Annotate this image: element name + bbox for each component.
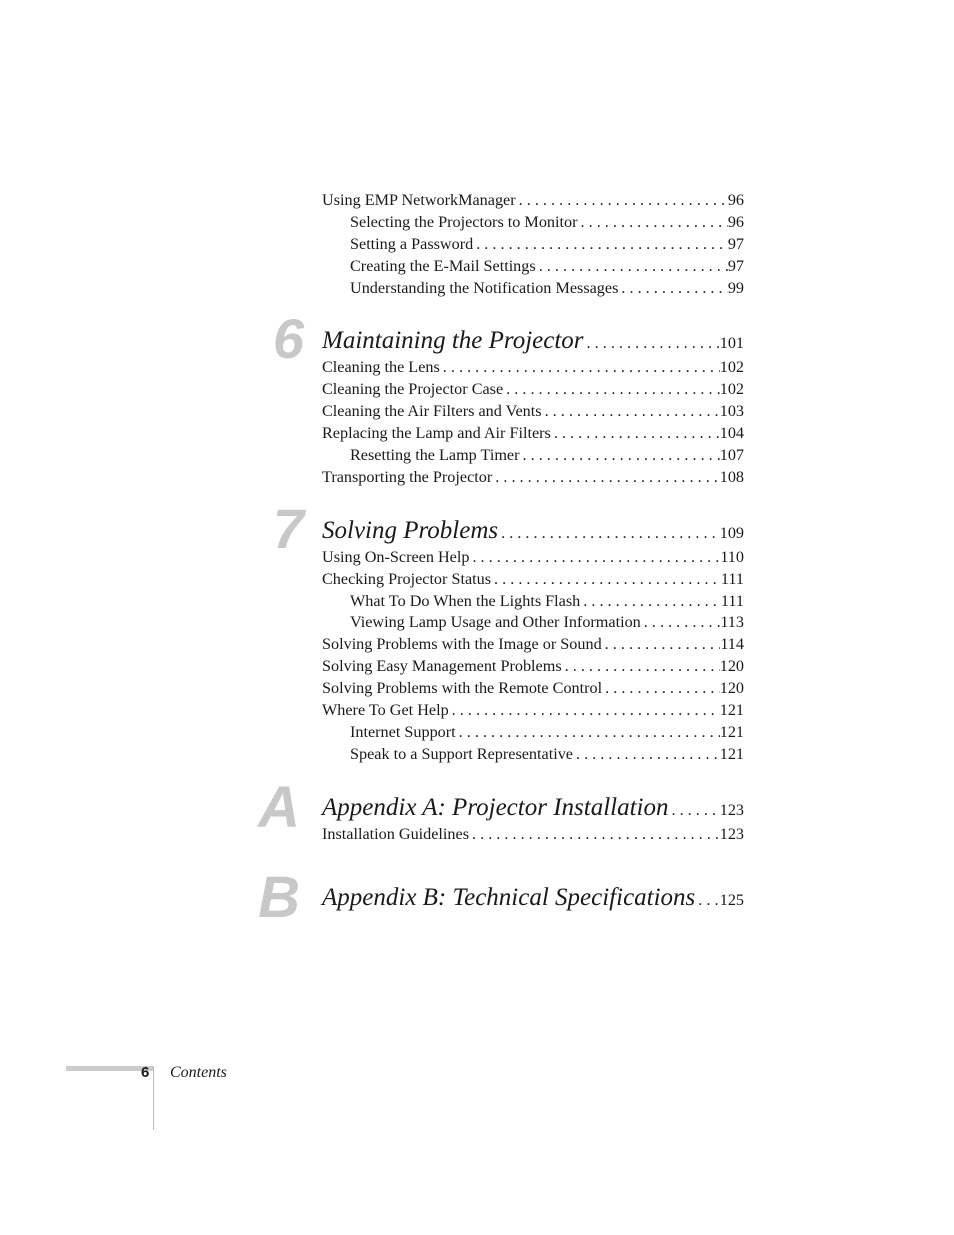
- toc-entry-page: 102: [719, 380, 744, 399]
- dot-leader: [536, 256, 728, 278]
- toc-entry-label: Checking Projector Status: [322, 569, 492, 588]
- toc-entry-page: 102: [719, 358, 744, 377]
- toc-entry-label: Where To Get Help: [322, 701, 449, 720]
- toc-entry[interactable]: [322, 569, 744, 591]
- toc-entry-label: Cleaning the Lens: [322, 358, 440, 377]
- toc-entry-page: 114: [720, 635, 744, 654]
- dot-leader: [516, 190, 728, 212]
- toc-entry-label: Using EMP NetworkManager: [322, 191, 516, 209]
- toc-subentry[interactable]: [322, 212, 744, 234]
- toc-subentry[interactable]: [322, 612, 744, 634]
- chapter-number-6: 6: [272, 307, 304, 371]
- toc-entry-page: 113: [720, 613, 744, 632]
- toc-entry[interactable]: [322, 656, 744, 678]
- toc-subentry[interactable]: [322, 445, 744, 467]
- dot-leader: [562, 656, 720, 678]
- toc-entry-page: 104: [719, 424, 744, 443]
- toc-entry[interactable]: [322, 467, 744, 489]
- dot-leader: [491, 569, 721, 591]
- toc-entry-page: 108: [719, 467, 744, 486]
- toc-subentry[interactable]: [322, 591, 744, 613]
- toc-entry-label: Speak to a Support Representative: [350, 744, 573, 763]
- chapter-heading[interactable]: [322, 882, 744, 914]
- toc-entry-page: 96: [727, 191, 744, 209]
- dot-leader: [602, 678, 720, 700]
- toc-entry-label: What To Do When the Lights Flash: [350, 591, 581, 610]
- dot-leader: [473, 234, 728, 256]
- chapter-heading[interactable]: [322, 792, 744, 824]
- toc-entry-label: Resetting the Lamp Timer: [350, 446, 520, 465]
- toc-entry-page: 99: [727, 278, 744, 297]
- toc-entry-label: Solving Problems with the Remote Control: [322, 679, 603, 698]
- dot-leader: [641, 612, 721, 634]
- toc-entry-label: Understanding the Notification Messages: [350, 278, 619, 297]
- dot-leader: [602, 634, 721, 656]
- toc-entry-label: Replacing the Lamp and Air Filters: [322, 424, 551, 443]
- chapter-title: Solving Problems: [322, 516, 499, 544]
- toc-entry[interactable]: [322, 824, 744, 846]
- toc-entry-page: 121: [719, 722, 744, 741]
- chapter-letter-b: B: [258, 864, 300, 930]
- chapter-title: Appendix A: Projector Installation: [322, 793, 669, 821]
- dot-leader: [503, 379, 720, 401]
- toc-entry-label: Cleaning the Projector Case: [322, 380, 504, 399]
- toc-entry[interactable]: [322, 423, 744, 445]
- dot-leader: [695, 884, 719, 916]
- toc-entry[interactable]: [322, 190, 744, 212]
- toc-entry-page: 121: [719, 701, 744, 720]
- toc-entry-page: 111: [720, 569, 744, 588]
- toc-entry-page: 97: [727, 234, 744, 253]
- toc-chapter-7: [272, 496, 744, 766]
- dot-leader: [498, 517, 720, 549]
- chapter-letter-a: A: [258, 774, 300, 840]
- dot-leader: [469, 547, 720, 569]
- toc-entry[interactable]: [322, 634, 744, 656]
- chapter-page: 109: [719, 523, 744, 542]
- chapter-page: 123: [719, 800, 744, 819]
- toc-entry-label: Solving Problems with the Image or Sound: [322, 635, 602, 654]
- footer-section-title: Contents: [170, 1064, 227, 1081]
- toc-entry-page: 123: [719, 824, 744, 843]
- toc-section-continued: [322, 190, 744, 299]
- toc-entry-label: Transporting the Projector: [322, 467, 493, 486]
- dot-leader: [520, 445, 720, 467]
- toc-entry-label: Using On-Screen Help: [322, 547, 470, 566]
- table-of-contents: [258, 190, 744, 930]
- chapter-number-7: 7: [272, 496, 304, 560]
- toc-entry[interactable]: [322, 678, 744, 700]
- chapter-heading[interactable]: [322, 515, 744, 547]
- toc-entry-label: Selecting the Projectors to Monitor: [350, 212, 578, 231]
- toc-chapter-6: [272, 307, 744, 488]
- dot-leader: [580, 591, 721, 613]
- toc-entry[interactable]: [322, 357, 744, 379]
- toc-entry-page: 103: [719, 402, 744, 421]
- dot-leader: [456, 722, 720, 744]
- dot-leader: [542, 401, 720, 423]
- toc-entry[interactable]: [322, 379, 744, 401]
- toc-entry[interactable]: [322, 547, 744, 569]
- dot-leader: [584, 327, 720, 359]
- toc-appendix-a: [258, 774, 744, 846]
- dot-leader: [440, 357, 720, 379]
- dot-leader: [573, 744, 720, 766]
- dot-leader: [469, 824, 720, 846]
- toc-entry-label: Internet Support: [350, 722, 456, 741]
- toc-entry-label: Setting a Password: [350, 234, 474, 253]
- toc-entry-page: 107: [719, 446, 744, 465]
- toc-entry-page: 120: [719, 679, 744, 698]
- toc-entry-page: 96: [727, 212, 744, 231]
- toc-entry-page: 97: [727, 256, 744, 275]
- dot-leader: [551, 423, 720, 445]
- toc-subentry[interactable]: [322, 256, 744, 278]
- footer-vertical-rule: [153, 1066, 154, 1130]
- toc-appendix-b: [258, 864, 744, 930]
- toc-entry-label: Solving Easy Management Problems: [322, 657, 562, 676]
- chapter-title: Appendix B: Technical Specifications: [322, 883, 696, 911]
- toc-entry[interactable]: [322, 401, 744, 423]
- toc-entry-page: 121: [719, 744, 744, 763]
- toc-entry-page: 120: [719, 657, 744, 676]
- dot-leader: [578, 212, 728, 234]
- toc-subentry[interactable]: [322, 278, 744, 300]
- chapter-heading[interactable]: [322, 325, 744, 357]
- toc-entry-label: Installation Guidelines: [322, 824, 470, 843]
- toc-entry[interactable]: [322, 700, 744, 722]
- dot-leader: [492, 467, 719, 489]
- toc-entry-label: Viewing Lamp Usage and Other Information: [350, 613, 641, 632]
- chapter-page: 125: [719, 890, 744, 909]
- toc-subentry[interactable]: [322, 744, 744, 766]
- toc-subentry[interactable]: [322, 234, 744, 256]
- dot-leader: [668, 794, 719, 826]
- footer-page-number: 6: [141, 1064, 150, 1081]
- toc-entry-page: 110: [720, 547, 744, 566]
- toc-entry-label: Cleaning the Air Filters and Vents: [322, 402, 542, 421]
- toc-entry-page: 111: [720, 591, 744, 610]
- chapter-title: Maintaining the Projector: [322, 327, 584, 355]
- dot-leader: [449, 700, 720, 722]
- dot-leader: [618, 278, 727, 300]
- toc-entry-label: Creating the E-Mail Settings: [350, 256, 536, 275]
- toc-subentry[interactable]: [322, 722, 744, 744]
- chapter-page: 101: [719, 334, 744, 353]
